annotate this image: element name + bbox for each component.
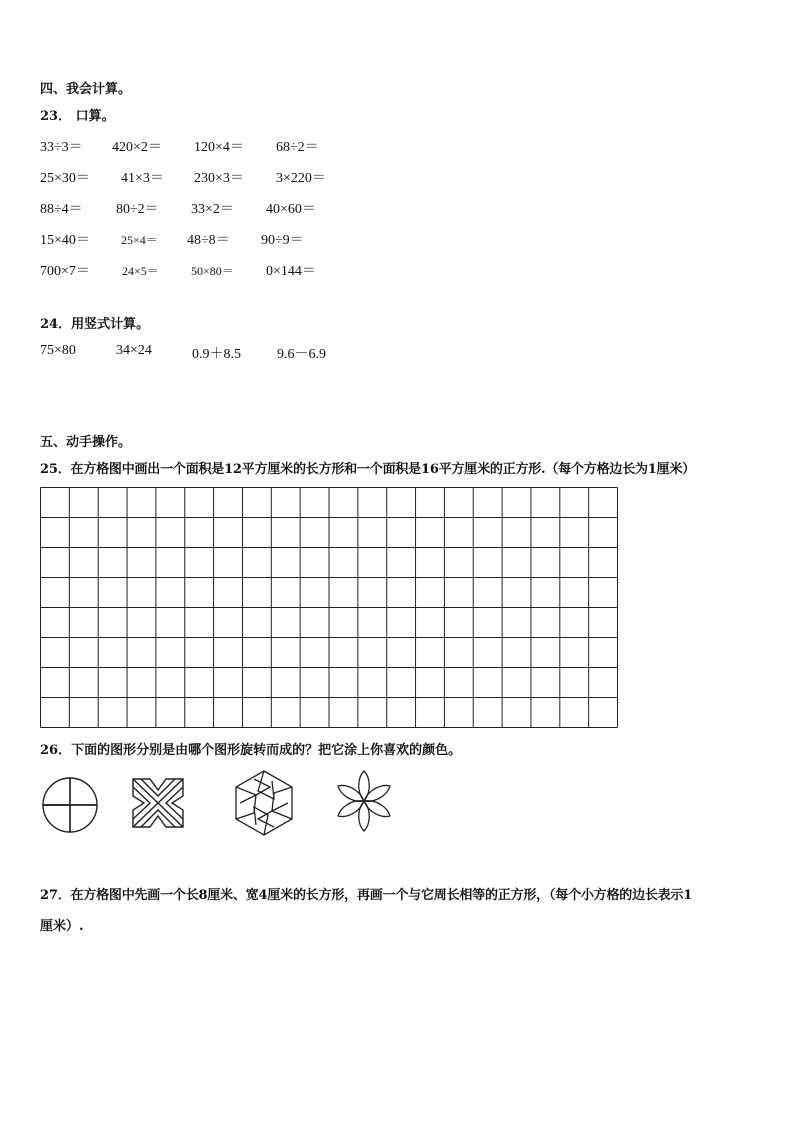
calc-item: 33×2＝ — [191, 202, 234, 217]
question-27-title-line1: 27．在方格图中先画一个长8厘米、宽4厘米的长方形，再画一个与它周长相等的正方形，（每个小方格的边长表示1 — [40, 888, 693, 903]
calc-item: 50×80＝ — [191, 264, 234, 278]
calc-item: 15×40＝ — [40, 233, 90, 248]
calc-item: 420×2＝ — [112, 140, 162, 155]
calc-item: 24×5＝ — [122, 264, 159, 278]
calc-item: 700×7＝ — [40, 264, 90, 279]
calc-item: 41×3＝ — [121, 171, 164, 186]
calc-item: 3×220＝ — [276, 171, 326, 186]
flower-icon — [332, 769, 396, 833]
hexagon-pinwheel-icon — [228, 767, 300, 839]
calc-item: 0×144＝ — [266, 264, 316, 279]
calc-item: 230×3＝ — [194, 171, 244, 186]
vertical-calc-item: 34×24 — [116, 343, 152, 358]
calc-item: 40×60＝ — [266, 202, 316, 217]
calc-item: 88÷4＝ — [40, 202, 83, 217]
question-27-title-line2: 厘米）. — [40, 919, 84, 934]
calc-item: 48÷8＝ — [187, 233, 230, 248]
vertical-calc-item: 9.6－6.9 — [277, 347, 326, 362]
square-grid — [40, 487, 618, 728]
section-5-heading: 五、动手操作。 — [40, 435, 132, 450]
question-23-title: 23． 口算。 — [40, 109, 115, 124]
calc-item: 33÷3＝ — [40, 140, 83, 155]
calc-item: 90÷9＝ — [261, 233, 304, 248]
calc-item: 80÷2＝ — [116, 202, 159, 217]
vertical-calc-item: 75×80 — [40, 343, 76, 358]
x-shape-icon — [130, 776, 186, 830]
section-4-heading: 四、我会计算。 — [40, 82, 132, 97]
pinwheel-icon — [37, 774, 103, 836]
vertical-calc-item: 0.9＋8.5 — [192, 347, 241, 362]
calc-item: 68÷2＝ — [276, 140, 319, 155]
question-25-title: 25．在方格图中画出一个面积是12平方厘米的长方形和一个面积是16平方厘米的正方形.（每个方格边长为1厘米） — [40, 462, 696, 477]
calc-item: 120×4＝ — [194, 140, 244, 155]
question-24-title: 24．用竖式计算。 — [40, 317, 150, 332]
question-26-title: 26．下面的图形分别是由哪个图形旋转而成的？把它涂上你喜欢的颜色。 — [40, 743, 462, 758]
calc-item: 25×4＝ — [121, 233, 158, 247]
calc-item: 25×30＝ — [40, 171, 90, 186]
